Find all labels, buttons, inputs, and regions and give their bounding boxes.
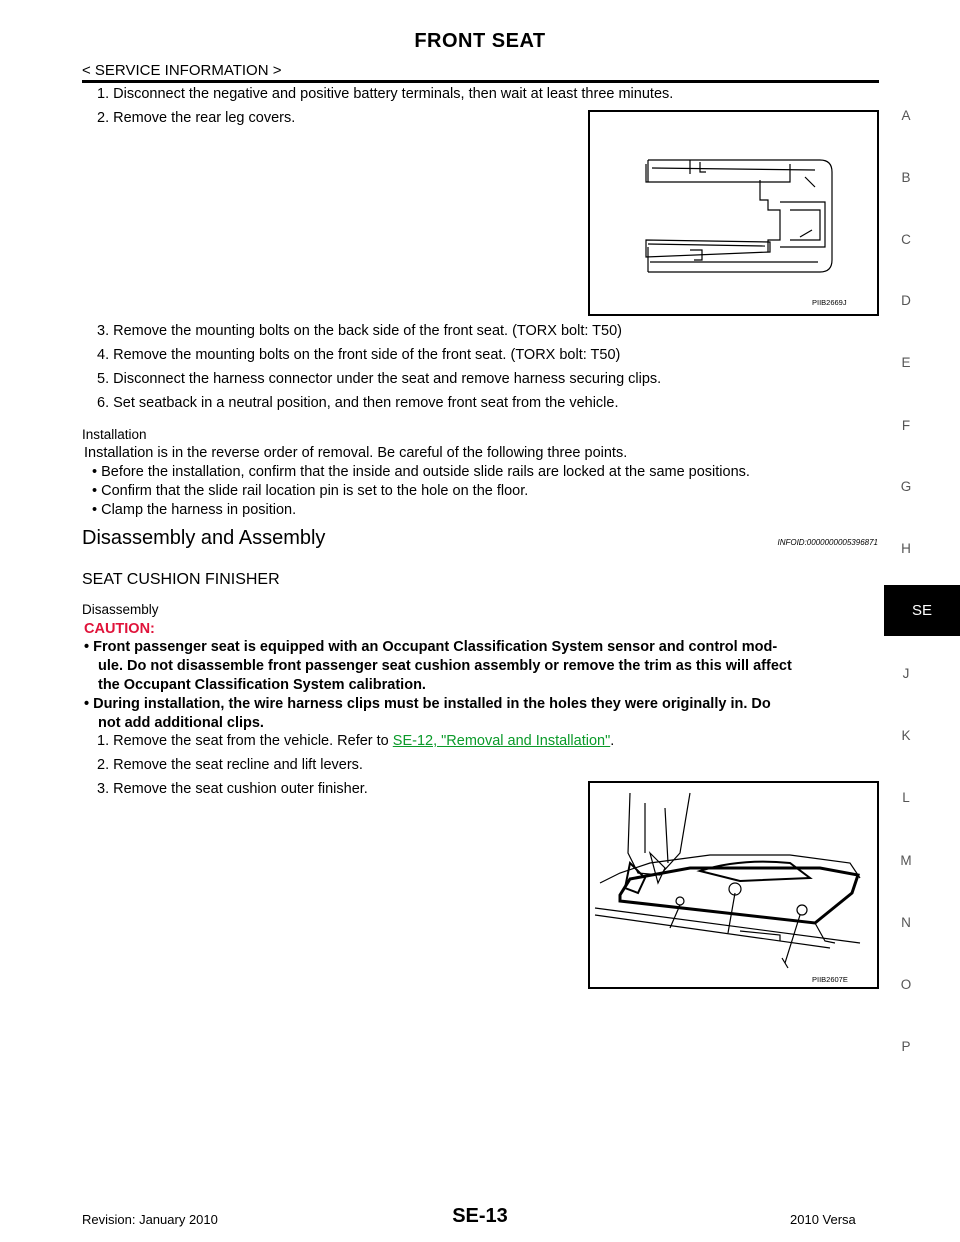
disassembly-step-2: 2. Remove the seat recline and lift levers. (97, 757, 363, 773)
rear-leg-cover-illustration (590, 112, 877, 314)
caution-label: CAUTION: (84, 621, 155, 637)
step-1-suffix: . (610, 733, 615, 749)
side-index-g[interactable]: G (900, 479, 912, 494)
caution-item-2-line-2: not add additional clips. (98, 715, 264, 731)
side-index-p[interactable]: P (901, 1039, 911, 1054)
caution-item-1 (84, 638, 880, 695)
footer-revision: Revision: January 2010 (82, 1212, 218, 1227)
side-index-h[interactable]: H (901, 541, 911, 556)
removal-step-2: 2. Remove the rear leg covers. (97, 110, 296, 126)
side-index-b[interactable]: B (901, 170, 911, 185)
removal-step-6: 6. Set seatback in a neutral position, and then remove front seat from the vehicle. (97, 395, 619, 411)
side-index-se-active[interactable]: SE (884, 585, 960, 636)
disassembly-heading: Disassembly (82, 602, 159, 617)
side-index-j[interactable]: J (902, 666, 910, 681)
installation-heading: Installation (82, 427, 147, 442)
caution-item-1-line-3: the Occupant Classification System calibration. (98, 677, 426, 693)
side-index-c[interactable]: C (901, 232, 911, 247)
disassembly-step-1 (97, 733, 614, 749)
side-index-m[interactable]: M (900, 853, 912, 868)
caution-item-1-line-1: • Front passenger seat is equipped with an Occupant Classification System sensor and control mod- (84, 639, 778, 655)
side-index-a[interactable]: A (901, 108, 911, 123)
section-heading: Disassembly and Assembly (82, 527, 326, 549)
removal-step-4: 4. Remove the mounting bolts on the front side of the front seat. (TORX bolt: T50) (97, 347, 621, 363)
disassembly-step-3: 3. Remove the seat cushion outer finisher. (97, 781, 368, 797)
side-index-d[interactable]: D (901, 293, 911, 308)
seat-cushion-finisher-figure (588, 781, 879, 989)
side-index-l[interactable]: L (902, 790, 910, 805)
rear-leg-cover-figure (588, 110, 879, 316)
caution-item-1-line-2: ule. Do not disassemble front passenger seat cushion assembly or remove the trim as this will affect (98, 658, 792, 674)
info-id: INFOID:0000000005396871 (777, 538, 878, 547)
figure-1-label: PIIB2669J (812, 298, 847, 307)
installation-intro: Installation is in the reverse order of removal. Be careful of the following three points. (84, 445, 628, 461)
installation-bullet-3: • Clamp the harness in position. (92, 502, 297, 518)
installation-bullet-1: • Before the installation, confirm that the inside and outside slide rails are locked at the same positions. (92, 464, 750, 480)
figure-2-label: PIIB2607E (812, 975, 848, 984)
step-1-text: 1. Remove the seat from the vehicle. Refer to (97, 733, 393, 749)
side-index-k[interactable]: K (901, 728, 911, 743)
removal-step-5: 5. Disconnect the harness connector under the seat and remove harness securing clips. (97, 371, 662, 387)
removal-step-3: 3. Remove the mounting bolts on the back side of the front seat. (TORX bolt: T50) (97, 323, 622, 339)
subsection-heading: SEAT CUSHION FINISHER (82, 571, 280, 588)
removal-step-1: 1. Disconnect the negative and positive battery terminals, then wait at least three minutes. (97, 86, 674, 102)
caution-item-2 (84, 695, 880, 733)
side-index-e[interactable]: E (901, 355, 911, 370)
side-index-o[interactable]: O (900, 977, 912, 992)
seat-cushion-finisher-illustration (590, 783, 877, 987)
removal-installation-link[interactable]: SE-12, "Removal and Installation" (392, 733, 611, 749)
caution-item-2-line-1: • During installation, the wire harness clips must be installed in the holes they were originally in. Do (84, 696, 771, 712)
side-index-f[interactable]: F (901, 418, 911, 433)
page-number: SE-13 (452, 1205, 508, 1227)
installation-bullet-2: • Confirm that the slide rail location pin is set to the hole on the floor. (92, 483, 529, 499)
side-index-n[interactable]: N (901, 915, 911, 930)
header-rule (82, 80, 879, 83)
footer-model: 2010 Versa (790, 1212, 856, 1227)
section-label: < SERVICE INFORMATION > (82, 62, 282, 79)
page-title: FRONT SEAT (414, 30, 546, 52)
